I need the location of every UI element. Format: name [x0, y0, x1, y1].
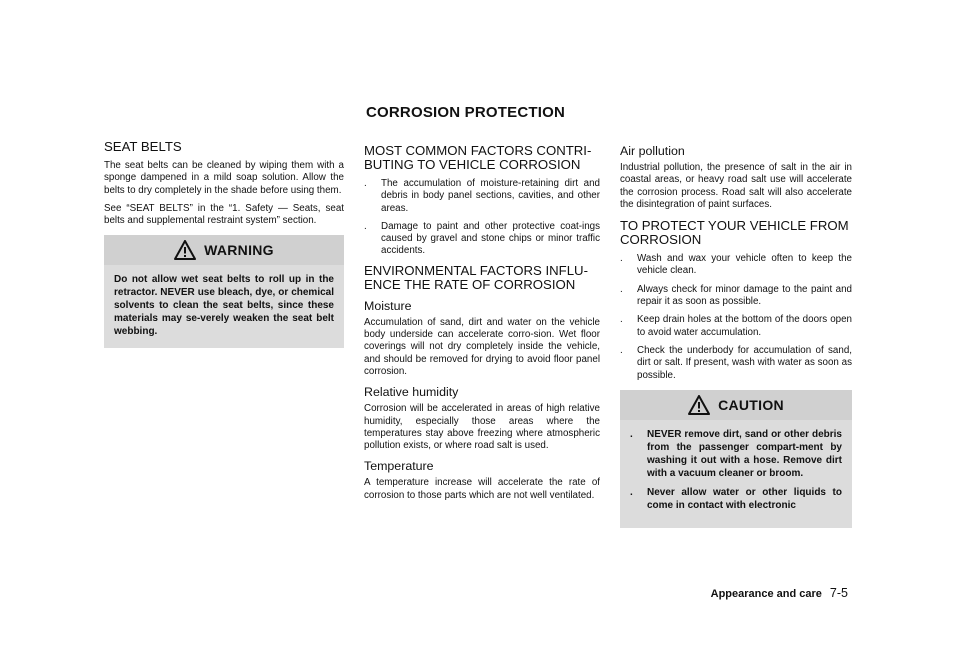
warning-title: WARNING: [204, 242, 274, 259]
heading-temperature: Temperature: [364, 459, 434, 474]
warning-box: [104, 235, 344, 348]
list-item: . Never allow water or other liquids to come in contact with electronic: [630, 486, 842, 511]
column-seat-belts: [104, 140, 344, 348]
caution-box: [620, 390, 852, 528]
warning-header: [104, 235, 344, 265]
heading-moisture: Moisture: [364, 298, 412, 313]
list-item: . Keep drain holes at the bottom of the doors open to avoid water accumulation.: [620, 314, 852, 338]
moisture-text: Accumulation of sand, dirt and water on the vehicle body underside can accelerate corro-sion. Wet floor coverings will not dry completely inside the vehicle, and should be removed for drying to avoid floor panel corrosion.: [364, 316, 600, 377]
page-footer: [711, 586, 848, 600]
column-protection: [620, 144, 852, 528]
caution-header: [620, 390, 852, 420]
list-item: . NEVER remove dirt, sand or other debris from the passenger compart-ment by washing it out with a hose. Remove dirt with a vacuum cleaner or broom.: [630, 428, 842, 479]
list-item: . Always check for minor damage to the paint and repair it as soon as possible.: [620, 283, 852, 308]
caution-title: CAUTION: [718, 396, 784, 413]
warning-triangle-icon: [174, 240, 196, 260]
air-pollution-text: Industrial pollution, the presence of salt in the air in coastal areas, or heavy road salt use will accelerate the corrosion process. Road salt will also accelerate the disintegration of paint surfaces.: [620, 162, 852, 210]
list-item: . Damage to paint and other protective coat-ings caused by gravel and stone chips or minor traffic accidents.: [364, 220, 600, 257]
heading-environmental-factors: ENVIRONMENTAL FACTORS INFLU-ENCE THE RATE OF CORROSION: [364, 262, 588, 292]
footer-section-label: Appearance and care: [710, 588, 822, 600]
common-factors-list: [364, 178, 600, 258]
list-item: . Check the underbody for accumulation of sand, dirt or salt. If present, wash with water as soon as possible.: [620, 344, 852, 381]
seat-belts-paragraph-2: See “SEAT BELTS” in the “1. Safety — Seats, seat belts and supplemental restraint system” section.: [104, 202, 344, 227]
heading-protect-vehicle: TO PROTECT YOUR VEHICLE FROM CORROSION: [620, 218, 849, 248]
heading-common-factors: MOST COMMON FACTORS CONTRI-BUTING TO VEHICLE CORROSION: [364, 143, 592, 172]
section-title: CORROSION PROTECTION: [366, 104, 566, 121]
temperature-text: A temperature increase will accelerate the rate of corrosion to those parts which are not well ventilated.: [364, 477, 600, 501]
warning-text: Do not allow wet seat belts to roll up in the retractor. NEVER use bleach, dye, or chemical solvents to clean the seat belts, since these materials may se-verely weaken the seat belt webbing.: [114, 274, 334, 338]
heading-air-pollution: Air pollution: [620, 144, 685, 158]
protection-tips-list: [620, 253, 852, 382]
column-corrosion-factors: [364, 144, 600, 508]
page-number: 7-5: [829, 586, 848, 600]
caution-triangle-icon: [688, 395, 710, 415]
heading-relative-humidity: Relative humidity: [364, 385, 459, 400]
seat-belts-paragraph-1: The seat belts can be cleaned by wiping them with a sponge dampened in a mild soap solution. Allow the belts to dry completely in the shade before using them.: [104, 160, 344, 196]
list-item: . The accumulation of moisture-retaining dirt and debris in body panel sections, cavities, and other areas.: [364, 178, 600, 214]
humidity-text: Corrosion will be accelerated in areas of high relative humidity, especially those areas where the temperatures stay above freezing where atmospheric pollution exists, or where road salt is used.: [364, 403, 600, 452]
list-item: . Wash and wax your vehicle often to keep the vehicle clean.: [620, 253, 852, 277]
heading-seat-belts: SEAT BELTS: [104, 139, 182, 154]
caution-list: [630, 428, 842, 512]
